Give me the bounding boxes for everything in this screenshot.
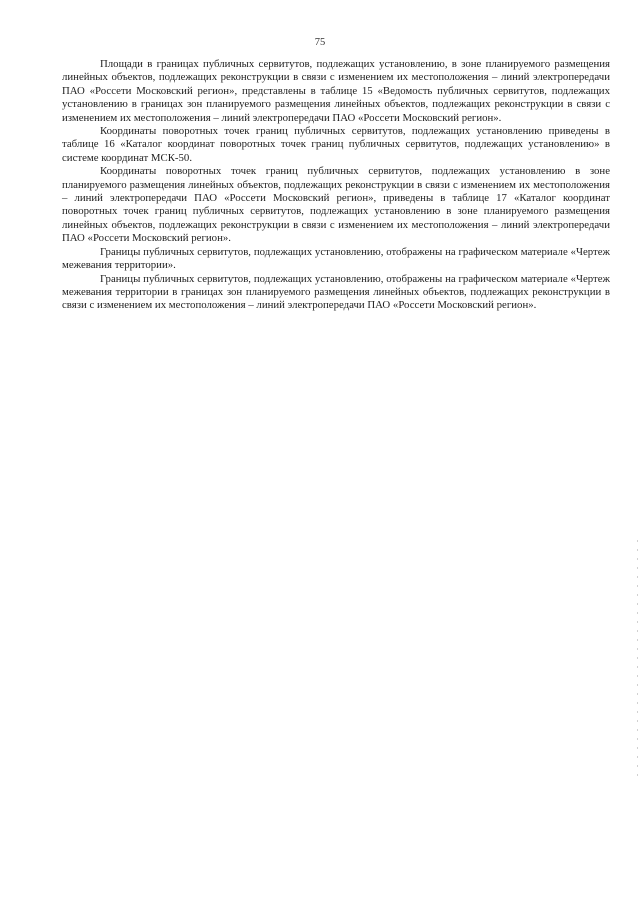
- paragraph-servitude-areas: Площади в границах публичных сервитутов, подлежащих установлению, в зоне планируемого размещения линейных объектов, подлежащих реконструкции в связи с изменением их местоположения – линий электропередачи ПАО «Россети Московский регион», представлены в таблице 15 «Ведомость публичных сервитутов, подлежащих установлению в границах зон планируемого размещения линейных объектов, подлежащих реконструкции в связи с изменением их местоположения – линий электропередачи ПАО «Россети Московский регион».: [62, 58, 610, 124]
- paragraph-coordinates-table-16: Координаты поворотных точек границ публичных сервитутов, подлежащих установлению приведены в таблице 16 «Каталог координат поворотных точек границ публичных сервитутов, подлежащих установлению» в системе координат МСК-50.: [62, 125, 610, 164]
- paragraph-boundaries-survey-drawing: Границы публичных сервитутов, подлежащих установлению, отображены на графическом материале «Чертеж межевания территории».: [62, 245, 610, 272]
- page-number: 75: [314, 37, 326, 48]
- scan-edge-artifact: [637, 540, 638, 780]
- body-text: [62, 58, 610, 313]
- paragraph-boundaries-zone-drawing: Границы публичных сервитутов, подлежащих установлению, отображены на графическом материале «Чертеж межевания территории в границах зон планируемого размещения линейных объектов, подлежащих реконструкции в связи с изменением их местоположения – линий электропередачи ПАО «Россети Московский регион».: [62, 272, 610, 312]
- paragraph-coordinates-table-17: Координаты поворотных точек границ публичных сервитутов, подлежащих установлению в зоне планируемого размещения линейных объектов, подлежащих реконструкции в связи с изменением их местоположения – линий электропередачи ПАО «Россети Московский регион», приведены в таблице 17 «Каталог координат поворотных точек границ публичных сервитутов, подлежащих установлению в зоне планируемого размещения линейных объектов, подлежащих реконструкции в связи с изменением их местоположения – линий электропередачи ПАО «Россети Московский регион».: [62, 165, 610, 245]
